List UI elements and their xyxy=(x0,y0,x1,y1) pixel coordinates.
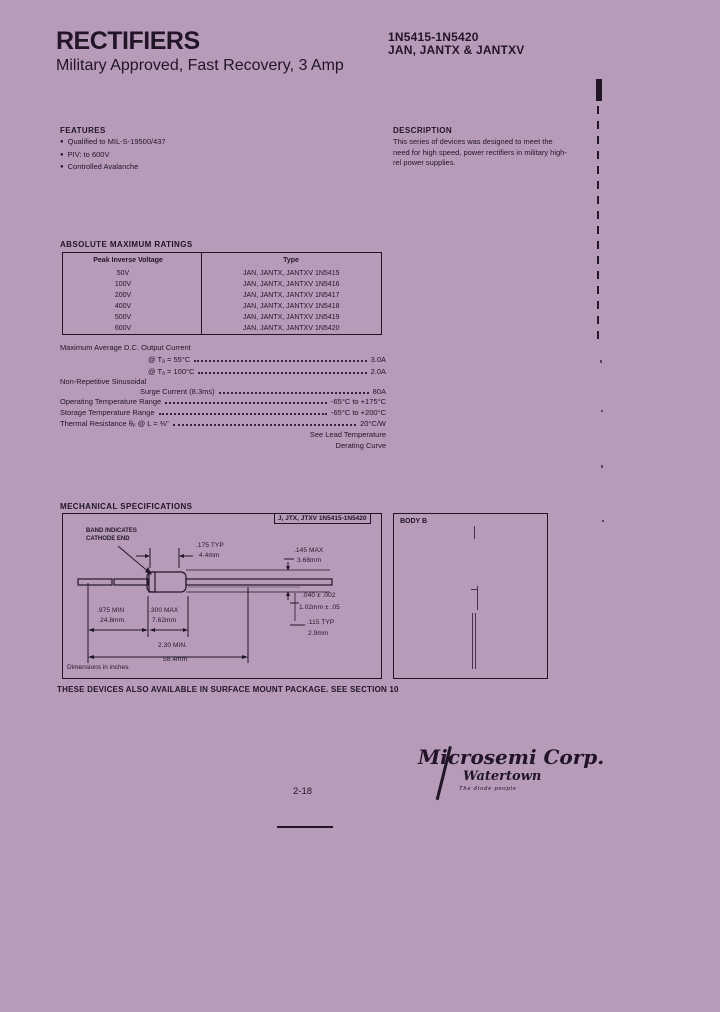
drawing-title: J, JTX, JTXV 1N5415-1N5420 xyxy=(274,513,371,524)
description-heading: DESCRIPTION xyxy=(393,126,453,135)
arrowhead xyxy=(142,628,148,632)
dim-overall-len-in: 2.30 MIN. xyxy=(158,642,188,649)
left-lead xyxy=(78,579,112,585)
logo-company: Microsemi Corp. xyxy=(418,745,605,769)
dim-body-len-mm: 7.62mm xyxy=(152,617,177,624)
band-note: BAND INDICATES xyxy=(86,528,137,534)
page-number: 2-18 xyxy=(293,786,313,797)
band-note: CATHODE END xyxy=(86,536,130,542)
dim-lead-dia-mm: 1.02mm ± .05 xyxy=(299,604,340,611)
table-header-type: Type xyxy=(283,257,299,264)
table-cell-piv: 400V xyxy=(114,303,132,310)
feature-text: Controlled Avalanche xyxy=(67,162,139,171)
page-subtitle: Military Approved, Fast Recovery, 3 Amp xyxy=(56,57,344,74)
dot-leader xyxy=(219,392,369,394)
scan-artifact-bar xyxy=(596,79,602,101)
diode-body xyxy=(147,572,186,592)
rating-label: Maximum Average D.C. Output Current xyxy=(60,343,191,352)
rating-line xyxy=(60,343,386,352)
rating-line xyxy=(148,367,386,376)
dim-lead-len-mm: 24.8mm xyxy=(100,617,125,624)
dim-band-offset-mm: 2.9mm xyxy=(308,630,329,637)
table-cell-type: JAN, JANTX, JANTXV 1N5415 xyxy=(243,270,340,277)
feature-item xyxy=(60,149,109,161)
arrowhead xyxy=(242,655,248,659)
bullet-icon: ● xyxy=(60,164,64,170)
dim-overall-len-mm: 58.4mm xyxy=(163,656,188,663)
ratings-table xyxy=(62,252,382,335)
bullet-icon: ● xyxy=(60,152,64,158)
dot-leader xyxy=(165,402,327,404)
dim-body-len-in: .300 MAX xyxy=(149,607,179,614)
rating-line xyxy=(60,397,386,406)
arrowhead xyxy=(150,628,155,632)
rating-value: 80A xyxy=(372,387,386,396)
table-cell-piv: 500V xyxy=(114,314,132,321)
table-header-piv: Peak Inverse Voltage xyxy=(93,257,163,264)
table-cell-type: JAN, JANTX, JANTXV 1N5417 xyxy=(243,292,340,299)
rating-line xyxy=(60,408,386,417)
table-cell-type: JAN, JANTX, JANTXV 1N5418 xyxy=(243,303,340,310)
dim-lead-spacing-in: .175 TYP xyxy=(196,542,224,549)
rating-value: -65°C to +200°C xyxy=(331,408,386,417)
scan-artifact-dot xyxy=(601,410,603,412)
rating-line xyxy=(60,419,386,428)
arrowhead xyxy=(88,628,94,632)
table-cell-piv: 50V xyxy=(116,270,130,277)
rating-value: -65°C to +175°C xyxy=(331,397,386,406)
scan-artifact-dashes xyxy=(597,106,599,342)
logo-location: Watertown xyxy=(463,769,542,784)
rating-label: Surge Current (8.3ms) xyxy=(140,387,215,396)
units-note: Dimensions in inches. xyxy=(67,664,131,671)
arrowhead xyxy=(88,655,94,659)
rating-value: 3.0A xyxy=(370,355,386,364)
mechanical-heading: MECHANICAL SPECIFICATIONS xyxy=(60,502,193,511)
rating-value: 20°C/W xyxy=(360,419,386,428)
rating-label: Thermal Resistance θⱼₗ @ L = ⅜" xyxy=(60,419,169,428)
dim-lead-dia-in: .040 ± .002 xyxy=(302,592,336,599)
rating-label: Operating Temperature Range xyxy=(60,397,162,406)
rating-value: 2.0A xyxy=(370,367,386,376)
table-cell-piv: 100V xyxy=(114,281,132,288)
arrowhead xyxy=(145,554,150,558)
scan-artifact xyxy=(472,613,473,669)
scan-artifact xyxy=(474,526,475,539)
derating-note: Derating Curve xyxy=(335,441,386,450)
derating-note: See Lead Temperature xyxy=(309,430,386,439)
table-cell-type: JAN, JANTX, JANTXV 1N5419 xyxy=(243,314,340,321)
features-heading: FEATURES xyxy=(60,126,106,135)
bullet-icon: ● xyxy=(60,139,64,145)
body-b-box xyxy=(393,513,548,679)
ratings-heading: ABSOLUTE MAXIMUM RATINGS xyxy=(60,240,193,249)
page-title: RECTIFIERS xyxy=(56,27,200,55)
dim-lead-spacing-mm: 4.4mm xyxy=(199,552,220,559)
right-lead xyxy=(186,579,332,585)
scan-artifact-dot xyxy=(602,520,604,522)
dot-leader xyxy=(198,372,366,374)
description-text: This series of devices was designed to meet the need for high speed, power rectifiers in military high-rel power supplies. xyxy=(393,137,567,167)
dim-band-offset-in: .115 TYP xyxy=(307,619,335,626)
arrowhead xyxy=(179,554,184,558)
dim-body-dia-in: .145 MAX xyxy=(294,547,324,554)
feature-item xyxy=(60,136,166,148)
rating-label: Storage Temperature Range xyxy=(60,408,155,417)
feature-item xyxy=(60,161,138,173)
dim-lead-len-in: .975 MIN xyxy=(97,607,125,614)
table-cell-piv: 200V xyxy=(114,292,132,299)
dot-leader xyxy=(194,360,366,362)
dot-leader xyxy=(173,424,356,426)
rating-label: Non-Repetitive Sinusoidal xyxy=(60,377,147,386)
rating-line xyxy=(148,355,386,364)
body-b-label: BODY B xyxy=(400,518,428,525)
band-callout-arrow xyxy=(118,546,150,573)
table-column-divider xyxy=(201,253,202,334)
rating-line xyxy=(140,387,386,396)
logo-tagline: The diode people xyxy=(459,786,517,792)
part-number-range: 1N5415-1N5420 xyxy=(388,30,479,44)
feature-text: Qualified to MIL-S-19500/437 xyxy=(67,137,166,146)
arrowhead xyxy=(183,628,188,632)
table-cell-piv: 600V xyxy=(114,325,132,332)
scan-artifact-dot xyxy=(600,360,602,363)
rating-line xyxy=(60,377,386,386)
surface-mount-note: THESE DEVICES ALSO AVAILABLE IN SURFACE MOUNT PACKAGE. SEE SECTION 10 xyxy=(57,685,399,694)
dim-body-dia-mm: 3.68mm xyxy=(297,557,322,564)
dimension-lines xyxy=(88,546,305,663)
rating-label: @ Tₐ = 100°C xyxy=(148,367,195,376)
scan-artifact xyxy=(475,613,476,669)
table-cell-type: JAN, JANTX, JANTXV 1N5420 xyxy=(243,325,340,332)
dot-leader xyxy=(159,413,327,415)
footer-rule xyxy=(277,826,333,828)
scan-artifact xyxy=(471,589,478,590)
table-cell-type: JAN, JANTX, JANTXV 1N5416 xyxy=(243,281,340,288)
feature-text: PIV: to 600V xyxy=(67,150,110,159)
left-lead xyxy=(114,579,148,585)
scan-artifact-dot xyxy=(601,465,603,468)
rating-label: @ Tₐ = 55°C xyxy=(148,355,191,364)
diode-outline xyxy=(78,570,332,592)
part-grades: JAN, JANTX & JANTXV xyxy=(388,43,525,57)
